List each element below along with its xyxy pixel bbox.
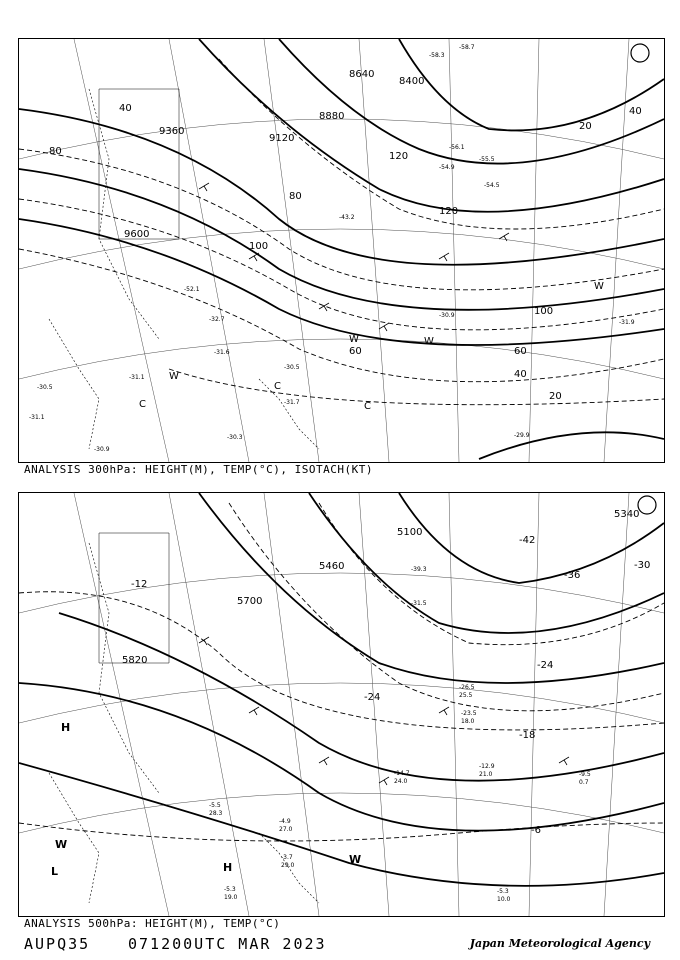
height-label: 9600: [124, 229, 150, 240]
height-label: 8400: [399, 76, 425, 87]
isotach-label: 80: [289, 191, 302, 202]
height-label: 8880: [319, 111, 345, 122]
temp-label: -58.3: [429, 52, 445, 59]
isotach-label: 40: [119, 103, 132, 114]
symbols-500: [51, 721, 361, 878]
map-300hpa: [18, 38, 665, 463]
height-label: 5460: [319, 561, 345, 572]
topography-grid: [99, 89, 179, 239]
warm-symbol: W: [424, 336, 434, 347]
station-value: -5.3: [224, 886, 236, 893]
isotach-label: 100: [249, 241, 269, 252]
station-value: -3.7: [281, 854, 293, 861]
isotach-label: 80: [49, 146, 62, 157]
station-value: 28.3: [209, 810, 223, 817]
graticule: [19, 493, 664, 916]
high-symbol: H: [223, 861, 233, 874]
low-center-circle: [631, 44, 649, 62]
station-value: -4.9: [279, 818, 291, 825]
temp-label: -54.5: [484, 182, 500, 189]
station-value: 24.0: [394, 778, 408, 785]
height-label: 5100: [397, 527, 423, 538]
temp-label: -31.9: [619, 319, 635, 326]
isotach-label: 20: [579, 121, 592, 132]
temp-label: -29.9: [514, 432, 530, 439]
isotach-label: 120: [389, 151, 409, 162]
height-label: 5700: [237, 596, 263, 607]
station-value: -23.5: [461, 710, 477, 717]
low-symbol: L: [51, 865, 59, 878]
station-value: 29.0: [281, 862, 295, 869]
warm-symbol: W: [349, 334, 359, 345]
temp-contour-label: -30: [634, 560, 651, 571]
temp-label: -30.9: [439, 312, 455, 319]
station-value: 18.0: [461, 718, 475, 725]
temp-label: -55.5: [479, 156, 495, 163]
cold-symbol: C: [274, 381, 281, 392]
station-value: -39.3: [411, 566, 427, 573]
agency-name: Japan Meteorological Agency: [469, 937, 650, 950]
temp-contour-label: -18: [519, 730, 536, 741]
wind-barbs-500: [199, 637, 569, 785]
panel-label-300hpa: ANALYSIS 300hPa: HEIGHT(M), TEMP(°C), ISOTACH(KT): [24, 463, 374, 476]
warm-symbol: W: [594, 281, 604, 292]
height-label: 5340: [614, 509, 640, 520]
station-value: 0.7: [579, 779, 589, 786]
warm-symbol: W: [349, 853, 362, 866]
temp-label: -56.1: [449, 144, 465, 151]
temp-contour-label: -24: [364, 692, 381, 703]
station-value: 10.0: [497, 896, 511, 903]
station-value: 25.5: [459, 692, 473, 699]
isotach-label: 20: [549, 391, 562, 402]
station-value: -12.9: [479, 763, 495, 770]
height-label: 9120: [269, 133, 295, 144]
panel-label-500hpa: ANALYSIS 500hPa: HEIGHT(M), TEMP(°C): [24, 917, 281, 930]
isotach-label: 120: [439, 206, 459, 217]
temp-label: -30.3: [227, 434, 243, 441]
temp-contour-label: -12: [131, 579, 148, 590]
temp-label: -30.5: [37, 384, 53, 391]
height-contours: [19, 39, 664, 459]
temp-label: -31.7: [284, 399, 300, 406]
isotach-label: 60: [514, 346, 527, 357]
station-value: -26.5: [459, 684, 475, 691]
temp-label: -54.9: [439, 164, 455, 171]
isotach-label: 60: [349, 346, 362, 357]
isotach-label: 40: [629, 106, 642, 117]
height-contours: [19, 493, 664, 886]
temp-contour-labels-500: [131, 535, 650, 836]
temp-label: -32.7: [209, 316, 225, 323]
high-symbol: H: [61, 721, 71, 734]
temp-label: -52.1: [184, 286, 200, 293]
station-value: -31.5: [411, 600, 427, 607]
temp-contour-label: -36: [564, 570, 581, 581]
valid-time: 071200UTC MAR 2023: [128, 935, 327, 953]
station-value: 19.0: [224, 894, 238, 901]
station-value: -5.3: [497, 888, 509, 895]
temp-contour-label: -6: [531, 825, 541, 836]
station-value: 27.0: [279, 826, 293, 833]
station-value: -9.5: [579, 771, 591, 778]
temp-label: -30.5: [284, 364, 300, 371]
chart-id: AUPQ35: [24, 935, 91, 953]
warm-symbol: W: [169, 371, 179, 382]
temp-label: -31.1: [29, 414, 45, 421]
cold-symbol: C: [139, 399, 146, 410]
temp-label: -31.1: [129, 374, 145, 381]
warm-symbol: W: [55, 838, 68, 851]
cold-symbol: C: [364, 401, 371, 412]
temp-label: -30.9: [94, 446, 110, 453]
map-500hpa-canvas: [19, 493, 664, 916]
height-label: 8640: [349, 69, 375, 80]
isotach-label: 40: [514, 369, 527, 380]
temp-label: -31.6: [214, 349, 230, 356]
temp-label: -43.2: [339, 214, 355, 221]
coastline: [49, 543, 319, 903]
map-300hpa-canvas: [19, 39, 664, 462]
temp-label: -58.7: [459, 44, 475, 51]
height-label: 9360: [159, 126, 185, 137]
station-value: 21.0: [479, 771, 493, 778]
station-value: -14.7: [394, 770, 410, 777]
height-label: 5820: [122, 655, 148, 666]
wind-barbs-300: [199, 183, 509, 331]
station-value: -5.5: [209, 802, 221, 809]
temp-contour-label: -24: [537, 660, 554, 671]
isotach-label: 100: [534, 306, 554, 317]
low-center-circle: [638, 496, 656, 514]
temp-contour-label: -42: [519, 535, 536, 546]
map-500hpa: [18, 492, 665, 917]
symbols-300: [139, 281, 604, 412]
